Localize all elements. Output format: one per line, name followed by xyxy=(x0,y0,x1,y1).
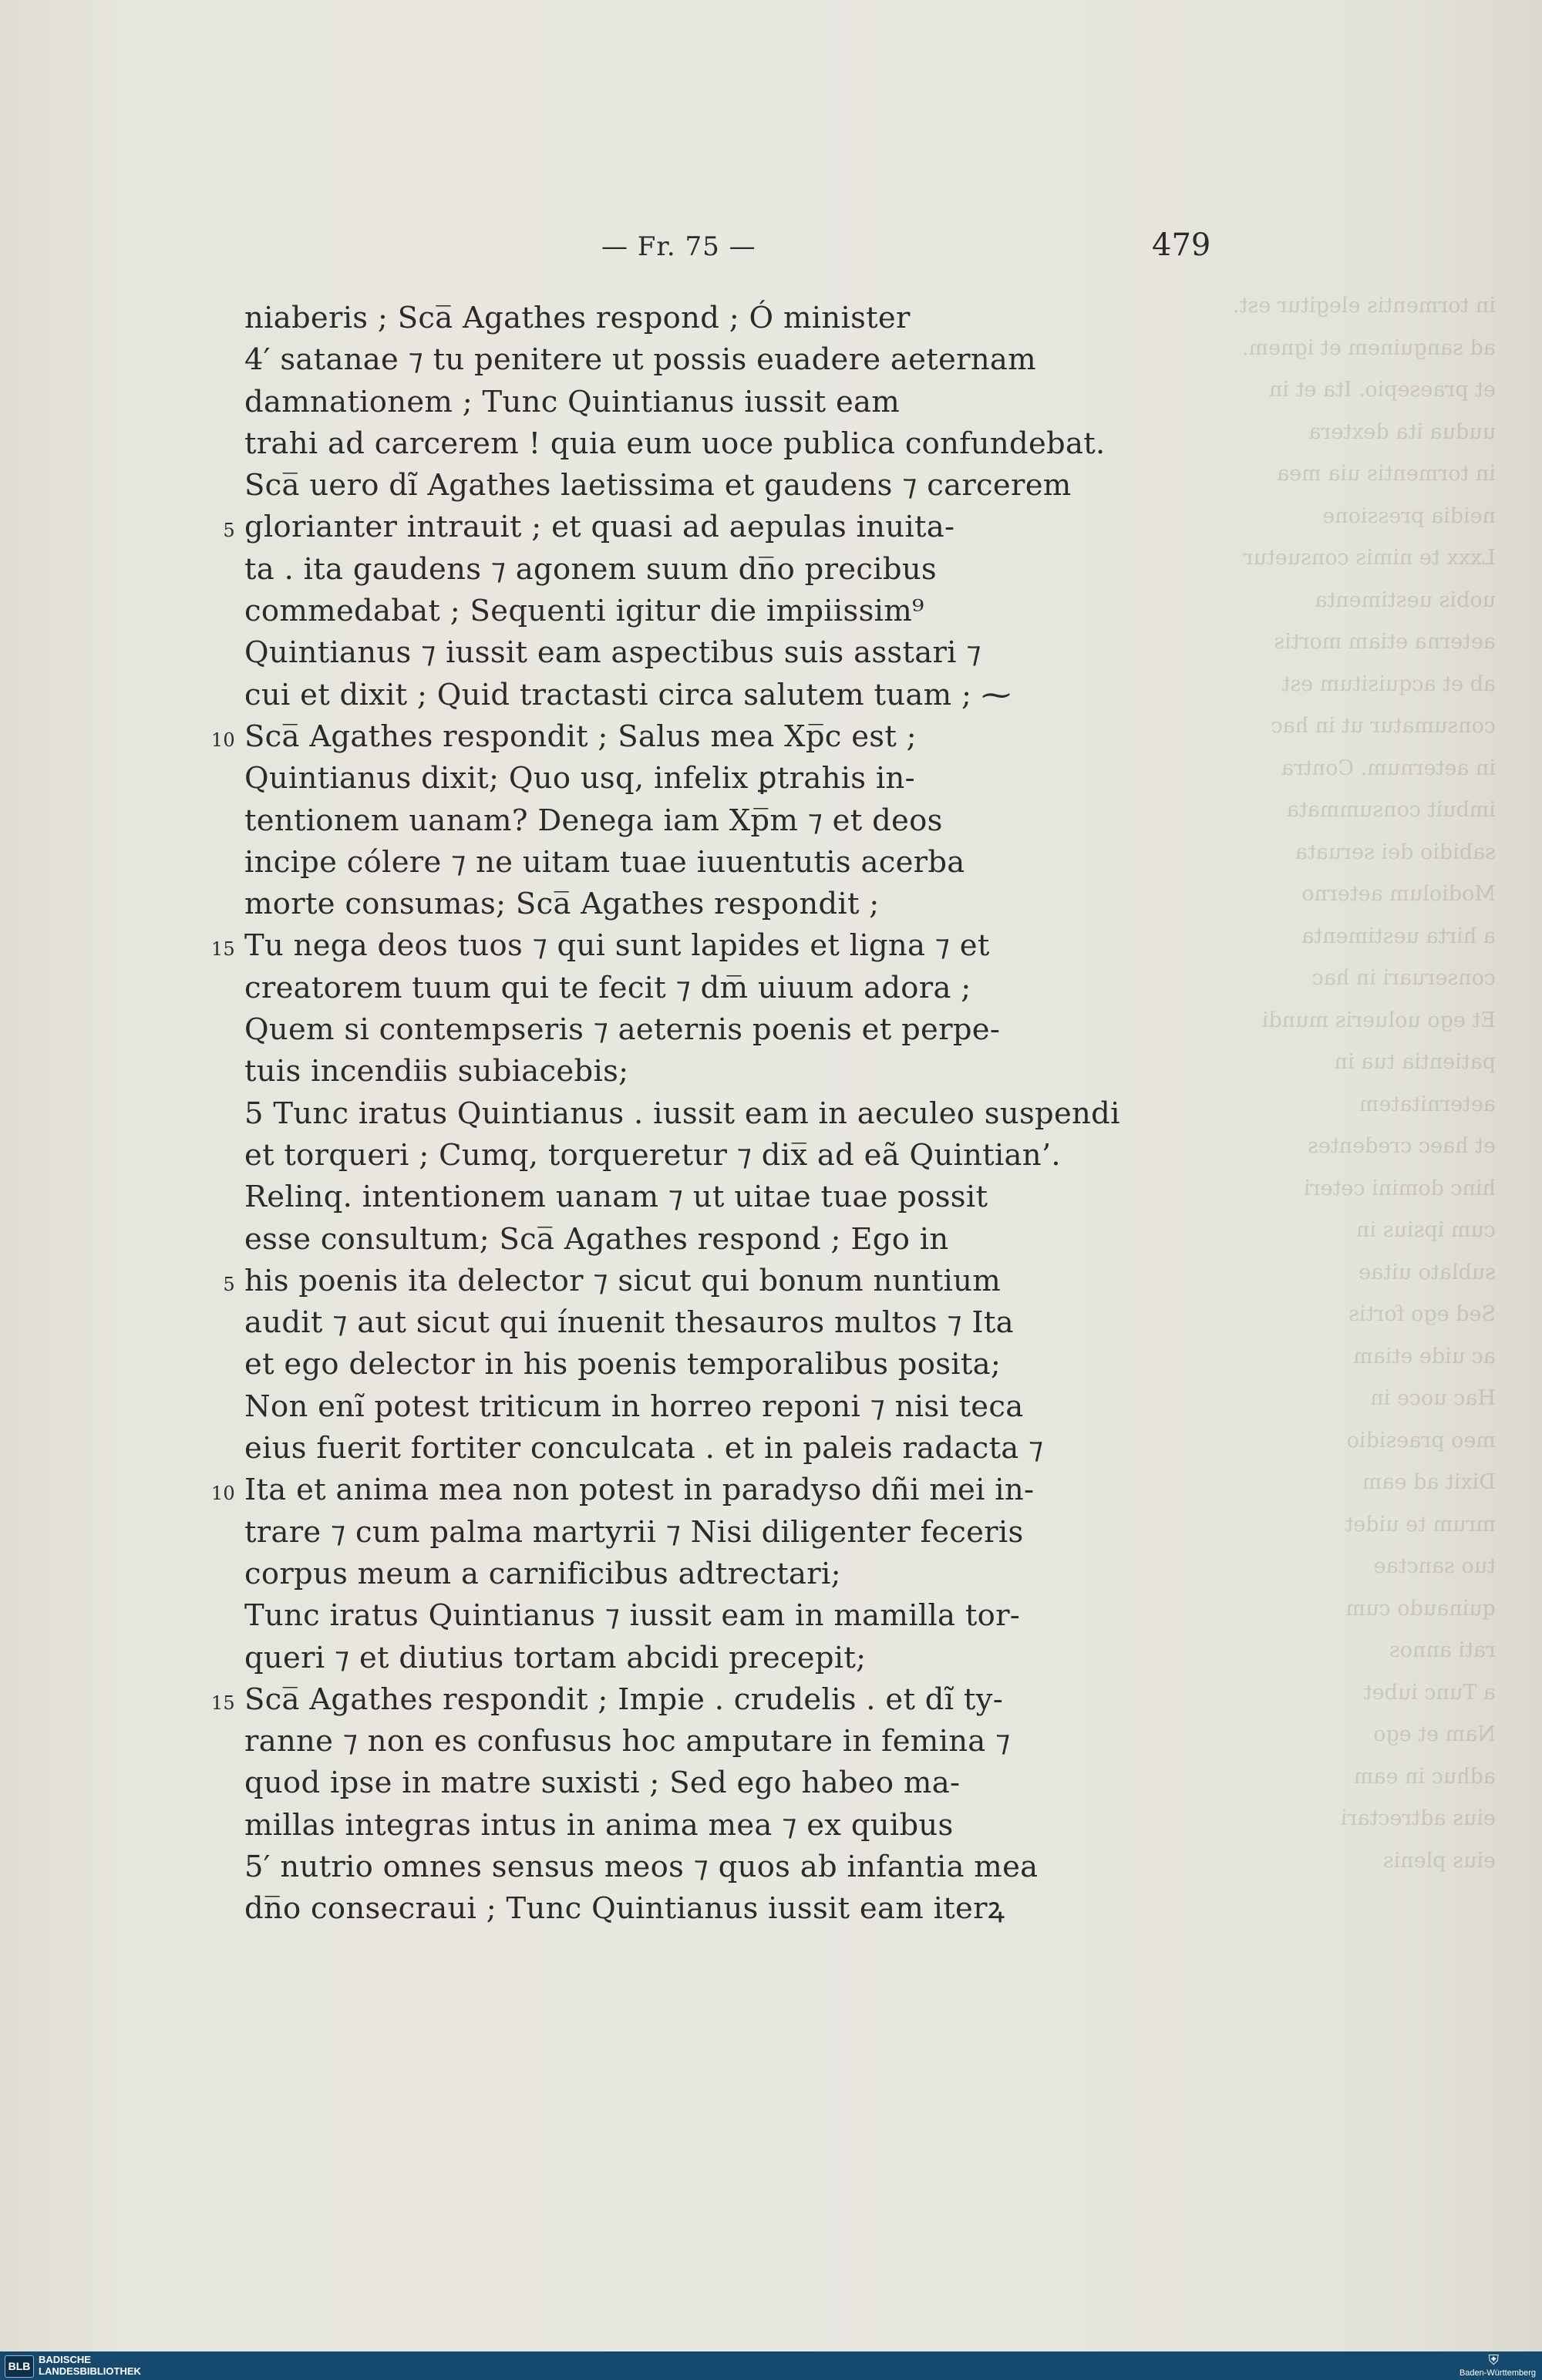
text-line xyxy=(244,1762,1131,1804)
text-line xyxy=(244,1846,1131,1888)
line-text: Tunc iratus Quintianus ⁊ iussit eam in mamilla tor- xyxy=(244,1598,1021,1634)
line-text: cui et dixit ; Quid tractasti circa salutem tuam ; ⁓ xyxy=(244,677,1012,712)
text-line xyxy=(244,339,1131,381)
library-name-line2: LANDESBIBLIOTHEK xyxy=(39,2365,141,2377)
line-text: damnationem ; Tunc Quintianus iussit eam xyxy=(244,384,901,419)
text-line xyxy=(210,1679,1131,1721)
line-text: niaberis ; Sca̅ Agathes respond ; Ó minister xyxy=(244,301,911,335)
text-line xyxy=(244,1302,1131,1344)
line-text: ta . ita gaudens ⁊ agonem suum dn̅o precibus xyxy=(244,551,937,587)
line-number: 5 xyxy=(223,520,235,542)
text-line xyxy=(244,884,1131,925)
text-line xyxy=(244,549,1131,591)
text-line xyxy=(244,1177,1131,1218)
text-line xyxy=(244,842,1131,884)
text-line xyxy=(244,800,1131,842)
line-text: eius fuerit fortiter conculcata . et in paleis radacta ⁊ xyxy=(244,1431,1044,1466)
line-text: millas integras intus in anima mea ⁊ ex quibus xyxy=(244,1807,954,1843)
line-text: Non enĩ potest triticum in horreo reponi ⁊ nisi teca xyxy=(244,1389,1024,1424)
text-line xyxy=(223,507,1131,548)
library-name-line1: BADISCHE xyxy=(39,2354,91,2365)
line-text: Relinq. intentionem uanam ⁊ ut uitae tuae possit xyxy=(244,1180,988,1215)
text-line xyxy=(244,1428,1131,1469)
text-line xyxy=(244,1386,1131,1428)
text-line xyxy=(244,1595,1131,1637)
line-text: dn̅o consecraui ; Tunc Quintianus iussit eam iterꝝ xyxy=(244,1891,1005,1927)
line-text: Quintianus ⁊ iussit eam aspectibus suis asstari ⁊ xyxy=(244,635,981,671)
line-text: audit ⁊ aut sicut qui ínuenit thesauros multos ⁊ Ita xyxy=(244,1305,1014,1341)
line-text: corpus meum a carnificibus adtrectari; xyxy=(244,1556,841,1591)
text-line xyxy=(244,675,1131,716)
line-text: 4′ satanae ⁊ tu penitere ut possis euadere aeternam xyxy=(244,342,1036,378)
text-line xyxy=(244,1888,1131,1930)
text-line xyxy=(244,423,1131,465)
line-text: tentionem uanam? Denega iam Xp̅m ⁊ et deos xyxy=(244,803,943,838)
text-line xyxy=(244,591,1131,632)
bleed-through-text: in tormentis elegitur est. ad sanguinem et ignem. et praesepio. Ita et in uudua ita dextera in tormentis uia mea neidia pressione Lxxx te nimis consuetur uobis uestimenta aeterna etiam mortis ab et acquisitum est consumatur ut in hac in aeternum. Contra imbuit consummata sabidio dei seruata Modiolum aeterno a hirta uestimenta conseruari in hac Et ego uolueris mundi patientia tua in aeternitatem et haec credentes hinc domini ceteri cum ipsius in sublato uitae Sed ego fortis ac uide etiam Hac uoce in meo praesidio Dixit ad eam mrum te uidet tuo sanctae quinaudo cum rati annos a Tunc iubet Nam et ego adhuc in eam eius adtrectari eius plenis xyxy=(1232,294,1496,1873)
text-line xyxy=(244,465,1131,507)
line-text: esse consultum; Sca̅ Agathes respond ; Ego in xyxy=(244,1221,949,1257)
footer-bar xyxy=(0,2351,1542,2380)
state-label: Baden-Württemberg xyxy=(1459,2368,1536,2378)
line-text: 5 Tunc iratus Quintianus . iussit eam in aeculeo suspendi xyxy=(244,1096,1120,1131)
text-line xyxy=(244,1638,1131,1679)
line-number: 15 xyxy=(210,938,235,961)
text-line xyxy=(223,1261,1131,1302)
text-block xyxy=(210,298,1131,1931)
line-text: commedabat ; Sequenti igitur die impiissim⁹ xyxy=(244,594,924,629)
text-line xyxy=(244,382,1131,423)
text-line xyxy=(210,925,1131,967)
line-text: tuis incendiis subiacebis; xyxy=(244,1054,629,1089)
line-text: 5′ nutrio omnes sensus meos ⁊ quos ab infantia mea xyxy=(244,1849,1039,1884)
line-text: Quintianus dixit; Quo usq, infelix ꝑtrahis in- xyxy=(244,761,915,796)
line-text: incipe cólere ⁊ ne uitam tuae iuuentutis acerba xyxy=(244,844,965,880)
text-line xyxy=(244,1219,1131,1261)
line-text: morte consumas; Sca̅ Agathes respondit ; xyxy=(244,887,880,922)
coat-of-arms-icon: ⛨ xyxy=(1488,2352,1499,2368)
line-number: 15 xyxy=(210,1692,235,1714)
line-text: Sca̅ Agathes respondit ; Salus mea Xp̅c est ; xyxy=(244,719,917,754)
text-line xyxy=(244,1805,1131,1846)
line-text: Tu nega deos tuos ⁊ qui sunt lapides et ligna ⁊ et xyxy=(244,928,990,964)
line-text: trahi ad carcerem ! quia eum uoce publica confundebat. xyxy=(244,426,1106,461)
line-text: glorianter intrauit ; et quasi ad aepulas inuita- xyxy=(244,510,955,545)
line-number: 5 xyxy=(223,1273,235,1295)
text-line xyxy=(210,716,1131,758)
line-text: et torqueri ; Cumq, torqueretur ⁊ dix̅ ad eã Quintian’. xyxy=(244,1137,1061,1173)
text-line xyxy=(244,968,1131,1009)
line-text: ranne ⁊ non es confusus hoc amputare in femina ⁊ xyxy=(244,1724,1011,1759)
text-line xyxy=(244,1344,1131,1385)
text-line xyxy=(210,1469,1131,1511)
text-line xyxy=(244,1009,1131,1051)
text-line xyxy=(244,1051,1131,1092)
line-text: trare ⁊ cum palma martyrii ⁊ Nisi diligenter feceris xyxy=(244,1514,1024,1550)
text-line xyxy=(244,1512,1131,1554)
line-text: Quem si contempseris ⁊ aeternis poenis et perpe- xyxy=(244,1012,1001,1048)
baden-wuerttemberg-logo[interactable] xyxy=(1397,2352,1536,2379)
blb-logo-badge[interactable]: BLB xyxy=(5,2355,34,2378)
line-number: 10 xyxy=(210,729,235,751)
line-number: 10 xyxy=(210,1483,235,1505)
text-line xyxy=(244,632,1131,674)
line-text: Sca̅ uero dĩ Agathes laetissima et gaudens ⁊ carcerem xyxy=(244,468,1072,503)
line-text: his poenis ita delector ⁊ sicut qui bonum nuntium xyxy=(244,1263,1002,1298)
text-line xyxy=(244,758,1131,800)
line-text: creatorem tuum qui te fecit ⁊ dm̅ uiuum adora ; xyxy=(244,970,971,1005)
line-text: et ego delector in his poenis temporalibus posita; xyxy=(244,1347,1002,1382)
text-line xyxy=(244,1135,1131,1177)
line-text: queri ⁊ et diutius tortam abcidi precepit; xyxy=(244,1640,867,1675)
line-text: quod ipse in matre suxisti ; Sed ego habeo ma- xyxy=(244,1766,961,1801)
line-text: Ita et anima mea non potest in paradyso dñi mei in- xyxy=(244,1473,1035,1508)
text-line xyxy=(244,1721,1131,1762)
library-name[interactable] xyxy=(39,2354,141,2377)
text-line xyxy=(244,298,1131,339)
running-head: — Fr. 75 — xyxy=(601,231,756,262)
page-number: 479 xyxy=(1152,227,1211,263)
text-line xyxy=(244,1554,1131,1595)
line-text: Sca̅ Agathes respondit ; Impie . crudelis . et dĩ ty- xyxy=(244,1681,1004,1717)
text-line xyxy=(244,1093,1131,1135)
